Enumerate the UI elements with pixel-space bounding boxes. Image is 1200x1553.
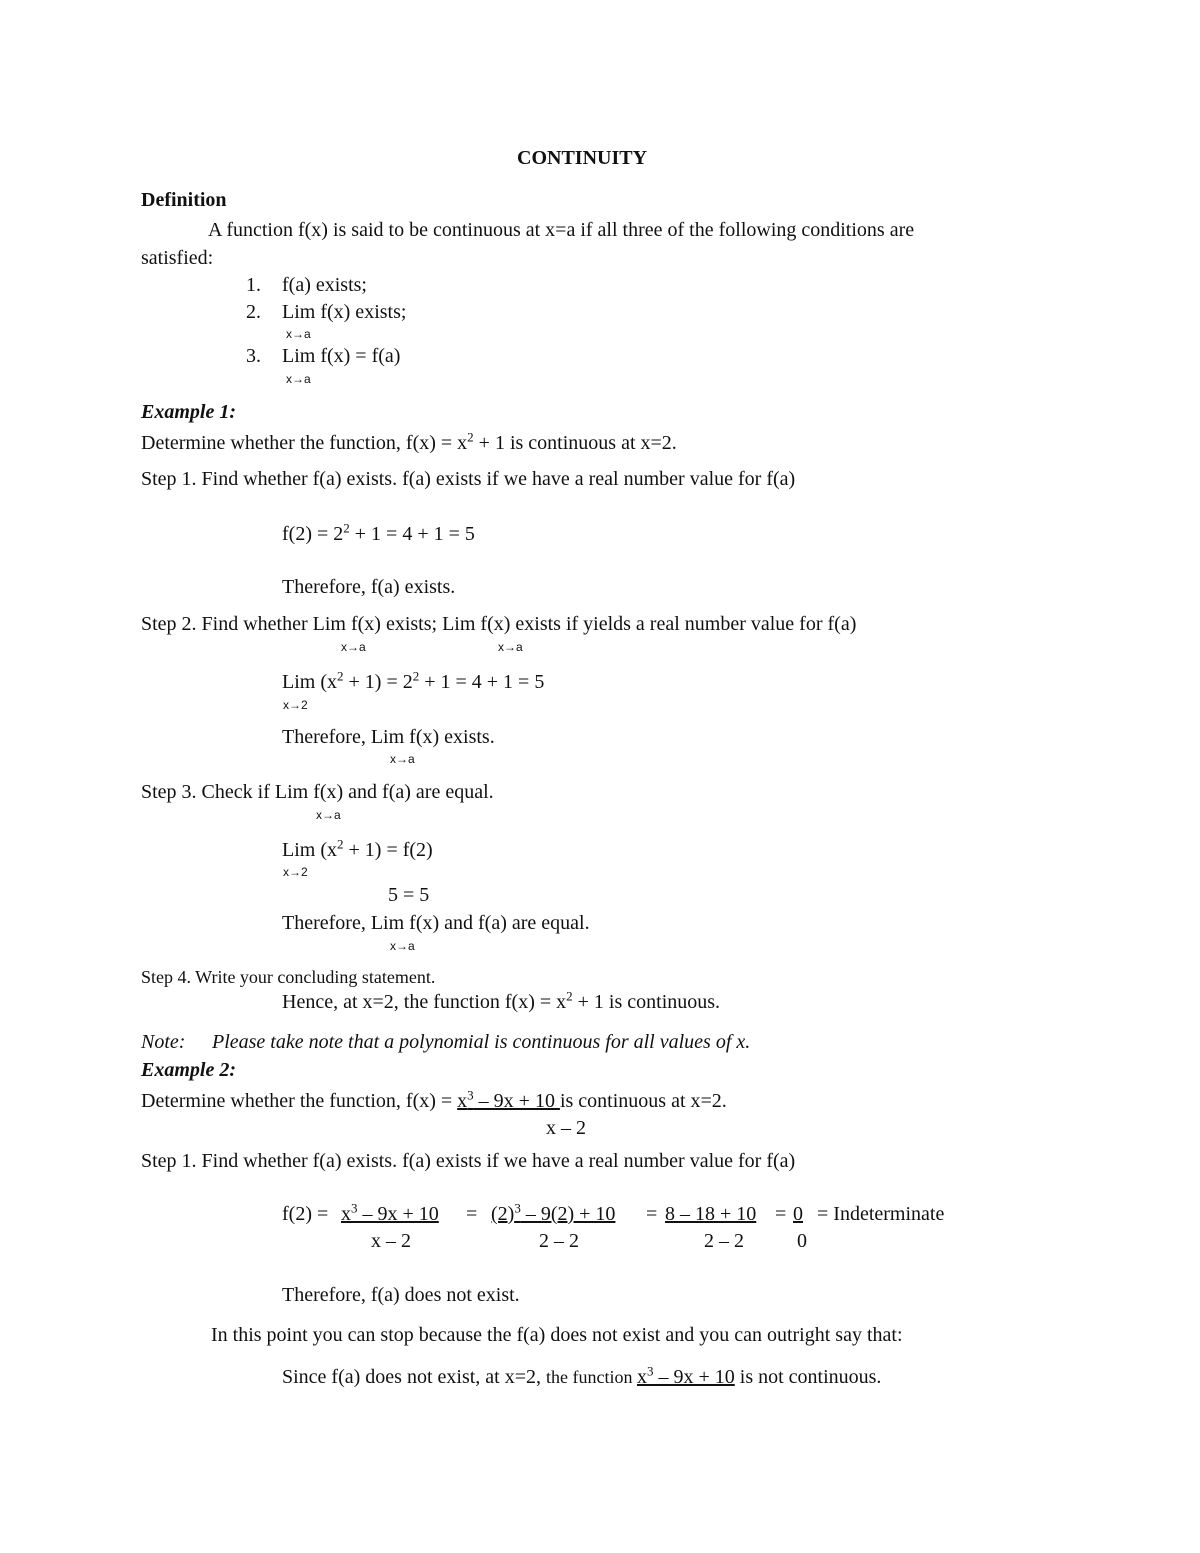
example1-step3-conclusion: Therefore, Lim f(x) and f(a) are equal. (282, 912, 590, 934)
condition-1-number: 1. (246, 274, 261, 296)
example1-step2-conclusion: Therefore, Lim f(x) exists. (282, 726, 495, 748)
definition-heading: Definition (141, 189, 227, 211)
example2-stop-text: In this point you can stop because the f(a) does not exist and you can outright say that: (211, 1324, 903, 1346)
example1-step2-subscript-1: x→a (341, 640, 366, 654)
example2-equals-1: = (466, 1203, 478, 1225)
example1-step2-calculation: Lim $(x^2 + 1) = 2^2 + 1 = 4 + 1 = 5$ (282, 668, 545, 693)
example1-step3-subscript: x→a (316, 808, 341, 822)
example1-step3-calc-subscript: x→2 (283, 865, 308, 879)
note-text: Please take note that a polynomial is continuous for all values of x. (212, 1031, 751, 1053)
example2-prompt: Determine whether the function, $f(x) = x^3 - 9x + 10$ is continuous at x=2. (141, 1087, 727, 1112)
example2-frac4-numerator: 0 (793, 1203, 803, 1225)
example1-prompt: Determine whether the function, $f(x) = x^2 + 1$ is continuous at x=2. (141, 429, 677, 454)
condition-2-text: Lim f(x) exists; (282, 301, 407, 323)
example1-step2: Step 2. Find whether Lim f(x) exists; Lim f(x) exists if yields a real number value for f(a) (141, 613, 857, 635)
example2-frac3-numerator: 8 – 18 + 10 (665, 1203, 757, 1225)
example1-step2-conclusion-subscript: x→a (390, 752, 415, 766)
example2-numerator: $x^3 - 9x + 10$ (457, 1087, 560, 1112)
condition-3-text: Lim f(x) = f(a) (282, 345, 401, 367)
example2-frac2-numerator: $(2)^3 - 9(2) + 10$ (491, 1200, 616, 1225)
example2-frac4-denominator: 0 (797, 1230, 807, 1252)
example1-step3-equality: 5 = 5 (388, 884, 430, 906)
example1-step3: Step 3. Check if Lim f(x) and f(a) are equal. (141, 781, 494, 803)
example2-frac1-numerator: $x^3 - 9x + 10$ (341, 1200, 439, 1225)
example2-final-statement: Since f(a) does not exist, at x=2, the function $x^3 - 9x + 10$ is not continuous. (282, 1363, 882, 1388)
example1-step2-subscript-2: x→a (498, 640, 523, 654)
example2-frac2-denominator: 2 – 2 (539, 1230, 579, 1252)
example1-step1-calculation: $f(2) = 2^2 + 1 = 4 + 1 = 5$ (282, 520, 475, 545)
example1-step4-statement: Hence, at x=2, the function $f(x) = x^2 + 1$ is continuous. (282, 988, 721, 1013)
example1-step4: Step 4. Write your concluding statement. (141, 967, 436, 987)
example2-frac1-denominator: x – 2 (371, 1230, 411, 1252)
example2-step1: Step 1. Find whether f(a) exists. f(a) exists if we have a real number value for f(a) (141, 1150, 796, 1172)
example1-step2-calc-subscript: x→2 (283, 698, 308, 712)
condition-3-limit-subscript: x→a (286, 372, 311, 386)
example1-step3-conclusion-subscript: x→a (390, 939, 415, 953)
example1-step3-calculation: Lim $(x^2 + 1) = f(2)$ (282, 836, 433, 861)
example1-step1-conclusion: Therefore, f(a) exists. (282, 576, 456, 598)
example2-frac3-denominator: 2 – 2 (704, 1230, 744, 1252)
note-label: Note: (141, 1031, 186, 1053)
example1-heading: Example 1: (141, 401, 236, 423)
example2-denominator: x – 2 (546, 1117, 586, 1139)
example2-indeterminate: = Indeterminate (817, 1203, 945, 1225)
example1-step1: Step 1. Find whether f(a) exists. f(a) exists if we have a real number value for f(a) (141, 468, 796, 490)
example2-heading: Example 2: (141, 1059, 236, 1081)
definition-intro-line1: A function f(x) is said to be continuous at x=a if all three of the following conditions are (208, 219, 915, 241)
condition-3-number: 3. (246, 345, 261, 367)
page-title: CONTINUITY (517, 147, 648, 169)
condition-2-number: 2. (246, 301, 261, 323)
example2-equals-3: = (775, 1203, 787, 1225)
condition-2-limit-subscript: x→a (286, 327, 311, 341)
example2-calc-f2: f(2) = (282, 1203, 329, 1225)
example2-equals-2: = (646, 1203, 658, 1225)
condition-1-text: f(a) exists; (282, 274, 367, 296)
example2-final-numerator: $x^3 - 9x + 10$ (636, 1363, 735, 1388)
example2-conclusion: Therefore, f(a) does not exist. (282, 1284, 520, 1306)
definition-intro-line2: satisfied: (141, 247, 214, 269)
